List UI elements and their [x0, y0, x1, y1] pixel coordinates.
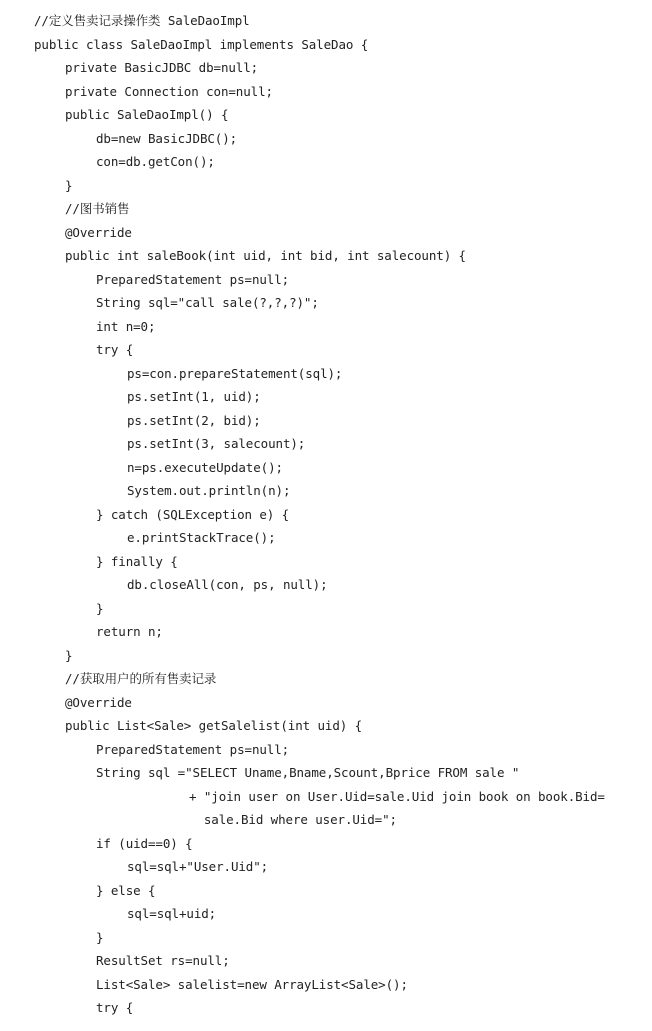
code-line: public SaleDaoImpl() { — [65, 107, 229, 122]
code-line: } — [96, 600, 104, 616]
code-line: public int saleBook(int uid, int bid, int salecount) { — [65, 248, 466, 263]
code-line: con=db.getCon(); — [96, 154, 215, 169]
code-line: } — [96, 929, 104, 945]
code-line: String sql="call sale(?,?,?)"; — [96, 295, 319, 310]
code-line: if (uid==0) { — [96, 835, 193, 851]
code-line: public class SaleDaoImpl implements SaleDao { — [34, 36, 369, 52]
code-line: } finally { — [96, 553, 178, 569]
code-line: ps=con.prepareStatement(sql); — [127, 365, 343, 381]
code-line: } — [65, 647, 73, 663]
code-line: int n=0; — [96, 318, 156, 334]
code-line: PreparedStatement ps=null; — [96, 271, 290, 287]
code-line: @Override — [65, 224, 132, 240]
code-line: db=new BasicJDBC(); — [96, 130, 238, 146]
code-line: try { — [96, 1000, 134, 1015]
code-line: ResultSet rs=null; — [96, 953, 230, 968]
code-line: } else { — [96, 882, 156, 898]
code-line: ps.setInt(2, bid); — [127, 412, 261, 428]
code-line: db.closeAll(con, ps, null); — [127, 577, 328, 592]
code-line: //定义售卖记录操作类 SaleDaoImpl — [34, 13, 250, 28]
code-line: PreparedStatement ps=null; — [96, 741, 290, 757]
code-line: private BasicJDBC db=null; — [65, 60, 259, 75]
code-line: ps.setInt(3, salecount); — [127, 436, 306, 451]
code-line: } catch (SQLException e) { — [96, 506, 290, 522]
code-line: @Override — [65, 694, 132, 710]
code-line: try { — [96, 342, 134, 357]
code-line: String sql ="SELECT Uname,Bname,Scount,Bprice FROM sale " — [96, 765, 520, 780]
code-line: return n; — [96, 624, 163, 639]
code-line: e.printStackTrace(); — [127, 530, 276, 545]
code-line: sql=sql+uid; — [127, 906, 217, 921]
code-line: sql=sql+"User.Uid"; — [127, 859, 269, 874]
code-line: + "join user on User.Uid=sale.Uid join book on book.Bid= — [189, 788, 605, 804]
code-line: System.out.println(n); — [127, 483, 291, 498]
code-line: //获取用户的所有售卖记录 — [65, 671, 217, 686]
code-line: private Connection con=null; — [65, 83, 273, 99]
code-line: //图书销售 — [65, 201, 130, 216]
code-line: n=ps.executeUpdate(); — [127, 459, 283, 475]
code-line: ps.setInt(1, uid); — [127, 389, 261, 404]
code-line: public List<Sale> getSalelist(int uid) { — [65, 718, 363, 733]
code-line: List<Sale> salelist=new ArrayList<Sale>(); — [96, 976, 408, 992]
code-line: } — [65, 177, 73, 193]
code-listing — [0, 9, 652, 1020]
code-line: sale.Bid where user.Uid="; — [189, 812, 397, 827]
